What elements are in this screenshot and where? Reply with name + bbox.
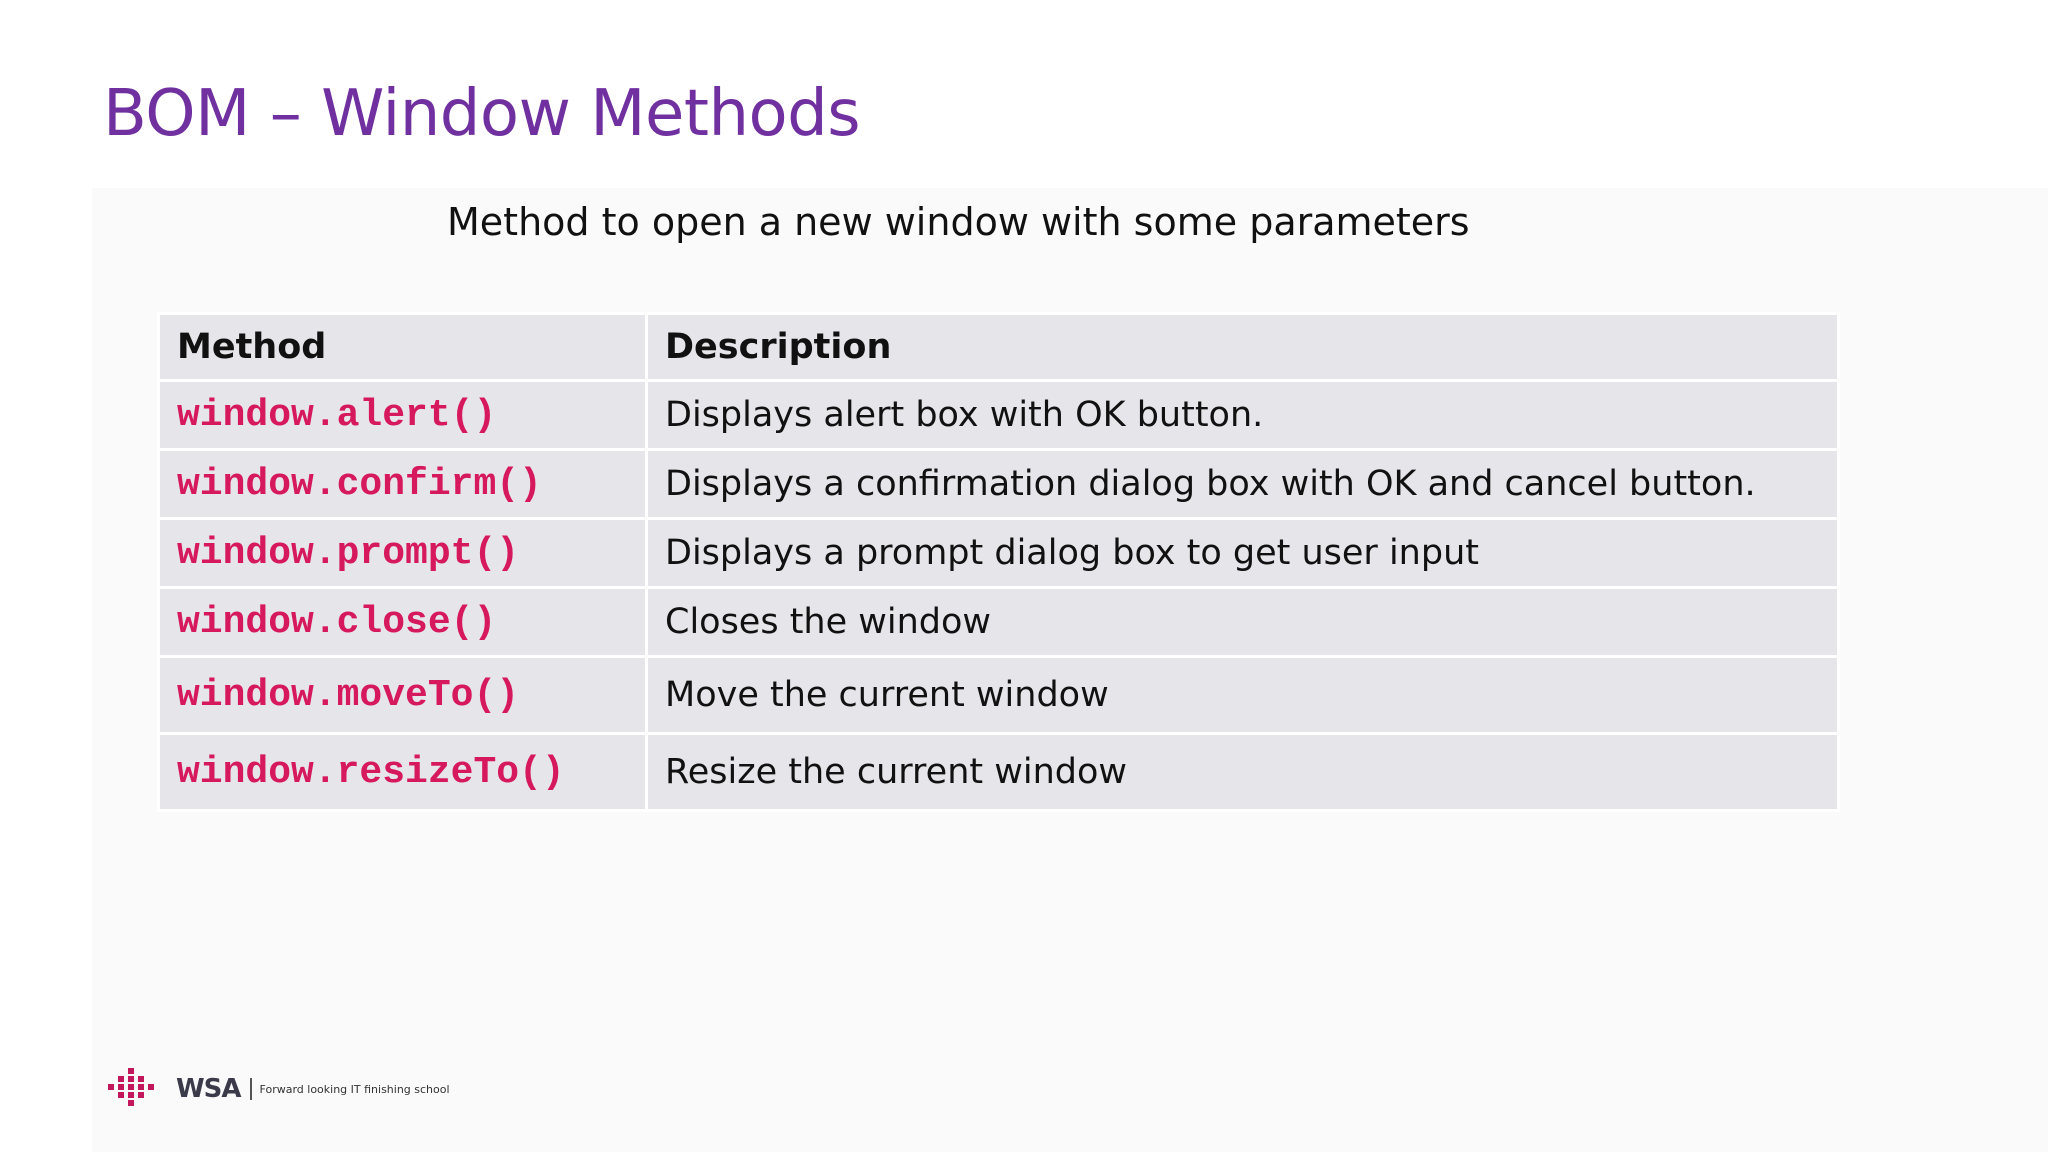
description-cell: Closes the window <box>647 588 1839 657</box>
description-cell: Resize the current window <box>647 734 1839 811</box>
method-cell: window.alert() <box>159 381 647 450</box>
column-header-description: Description <box>647 314 1839 381</box>
description-cell: Move the current window <box>647 657 1839 734</box>
table-row <box>159 588 1839 657</box>
slide-subtitle: Method to open a new window with some parameters <box>447 200 1470 244</box>
method-cell: window.close() <box>159 588 647 657</box>
logo-wordmark: WSA <box>176 1074 241 1104</box>
table-header-row <box>159 314 1839 381</box>
table-row <box>159 734 1839 811</box>
dot-grid-icon <box>106 1068 162 1110</box>
logo-divider <box>250 1078 252 1100</box>
window-methods-table <box>157 312 1840 812</box>
table-row <box>159 381 1839 450</box>
description-cell: Displays a confirmation dialog box with OK and cancel button. <box>647 450 1839 519</box>
table-row <box>159 657 1839 734</box>
slide-title: BOM – Window Methods <box>103 77 861 151</box>
method-cell: window.resizeTo() <box>159 734 647 811</box>
method-cell: window.confirm() <box>159 450 647 519</box>
method-cell: window.prompt() <box>159 519 647 588</box>
column-header-method: Method <box>159 314 647 381</box>
description-cell: Displays alert box with OK button. <box>647 381 1839 450</box>
method-cell: window.moveTo() <box>159 657 647 734</box>
table-row <box>159 450 1839 519</box>
footer-logo <box>106 1068 450 1110</box>
logo-tagline: Forward looking IT finishing school <box>259 1082 450 1096</box>
description-cell: Displays a prompt dialog box to get user input <box>647 519 1839 588</box>
table-row <box>159 519 1839 588</box>
